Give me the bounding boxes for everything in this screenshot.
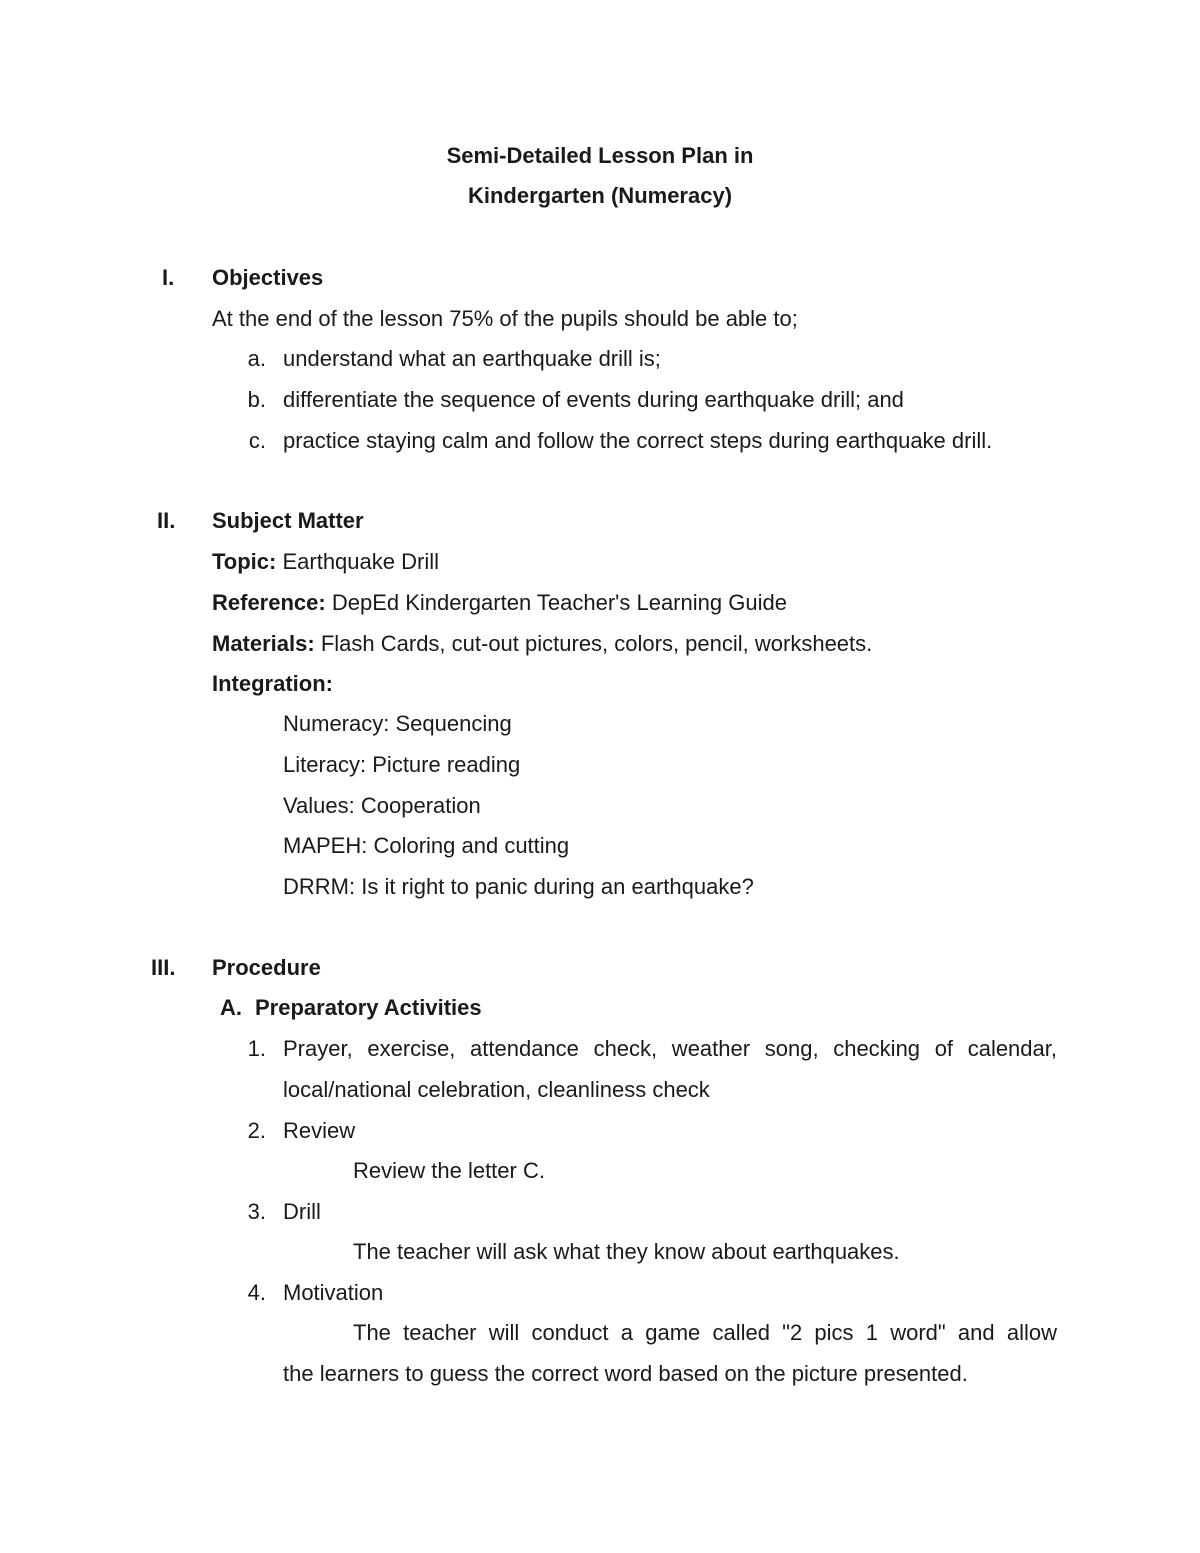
topic-value: Earthquake Drill bbox=[276, 549, 439, 574]
section-3-numeral: III. bbox=[151, 955, 176, 980]
subsection-a-heading: Preparatory Activities bbox=[255, 995, 482, 1020]
objective-b-text: differentiate the sequence of events during earthquake drill; and bbox=[283, 387, 904, 412]
step-4-marker: 4. bbox=[247, 1280, 266, 1305]
objective-b-marker: b. bbox=[247, 387, 266, 412]
section-1-heading: Objectives bbox=[212, 265, 324, 290]
section-2-numeral: II. bbox=[157, 508, 176, 533]
document-title-line-2: Kindergarten (Numeracy) bbox=[467, 183, 733, 208]
objective-a-marker: a. bbox=[247, 346, 266, 371]
section-3-heading: Procedure bbox=[212, 955, 321, 980]
objective-c-text: practice staying calm and follow the correct steps during earthquake drill. bbox=[283, 428, 993, 453]
materials-line bbox=[212, 631, 872, 657]
reference-line bbox=[212, 590, 787, 616]
step-4-detail-line-2: the learners to guess the correct word based on the picture presented. bbox=[283, 1361, 968, 1386]
section-1-numeral: I. bbox=[162, 265, 175, 290]
subsection-a-marker: A. bbox=[220, 995, 242, 1020]
objective-c-marker: c. bbox=[248, 428, 266, 453]
integration-label: Integration: bbox=[212, 671, 333, 696]
reference-value: DepEd Kindergarten Teacher's Learning Guide bbox=[325, 590, 787, 615]
step-2-detail: Review the letter C. bbox=[353, 1158, 545, 1183]
step-1-line-2: local/national celebration, cleanliness check bbox=[283, 1077, 710, 1102]
step-3-label: Drill bbox=[283, 1199, 321, 1224]
materials-value: Flash Cards, cut-out pictures, colors, pencil, worksheets. bbox=[314, 631, 873, 656]
section-2-heading: Subject Matter bbox=[212, 508, 364, 533]
step-4-detail-line-1: The teacher will conduct a game called "2 pics 1 word" and allow bbox=[353, 1320, 1057, 1345]
reference-label: Reference: bbox=[212, 590, 326, 615]
document-title-line-1: Semi-Detailed Lesson Plan in bbox=[446, 143, 754, 168]
topic-line bbox=[212, 549, 439, 575]
integration-item: Values: Cooperation bbox=[283, 793, 481, 818]
step-3-marker: 3. bbox=[247, 1199, 266, 1224]
integration-item: DRRM: Is it right to panic during an earthquake? bbox=[283, 874, 754, 899]
materials-label: Materials: bbox=[212, 631, 315, 656]
integration-item: Numeracy: Sequencing bbox=[283, 711, 512, 736]
objective-a-text: understand what an earthquake drill is; bbox=[283, 346, 661, 371]
step-2-marker: 2. bbox=[247, 1118, 266, 1143]
step-1-marker: 1. bbox=[247, 1036, 266, 1061]
objectives-intro: At the end of the lesson 75% of the pupils should be able to; bbox=[212, 306, 798, 331]
integration-item: MAPEH: Coloring and cutting bbox=[283, 833, 570, 858]
step-2-label: Review bbox=[283, 1118, 356, 1143]
step-4-label: Motivation bbox=[283, 1280, 384, 1305]
step-1-line-1: Prayer, exercise, attendance check, weather song, checking of calendar, bbox=[283, 1036, 1057, 1061]
step-3-detail: The teacher will ask what they know about earthquakes. bbox=[353, 1239, 900, 1264]
topic-label: Topic: bbox=[212, 549, 277, 574]
integration-item: Literacy: Picture reading bbox=[283, 752, 521, 777]
